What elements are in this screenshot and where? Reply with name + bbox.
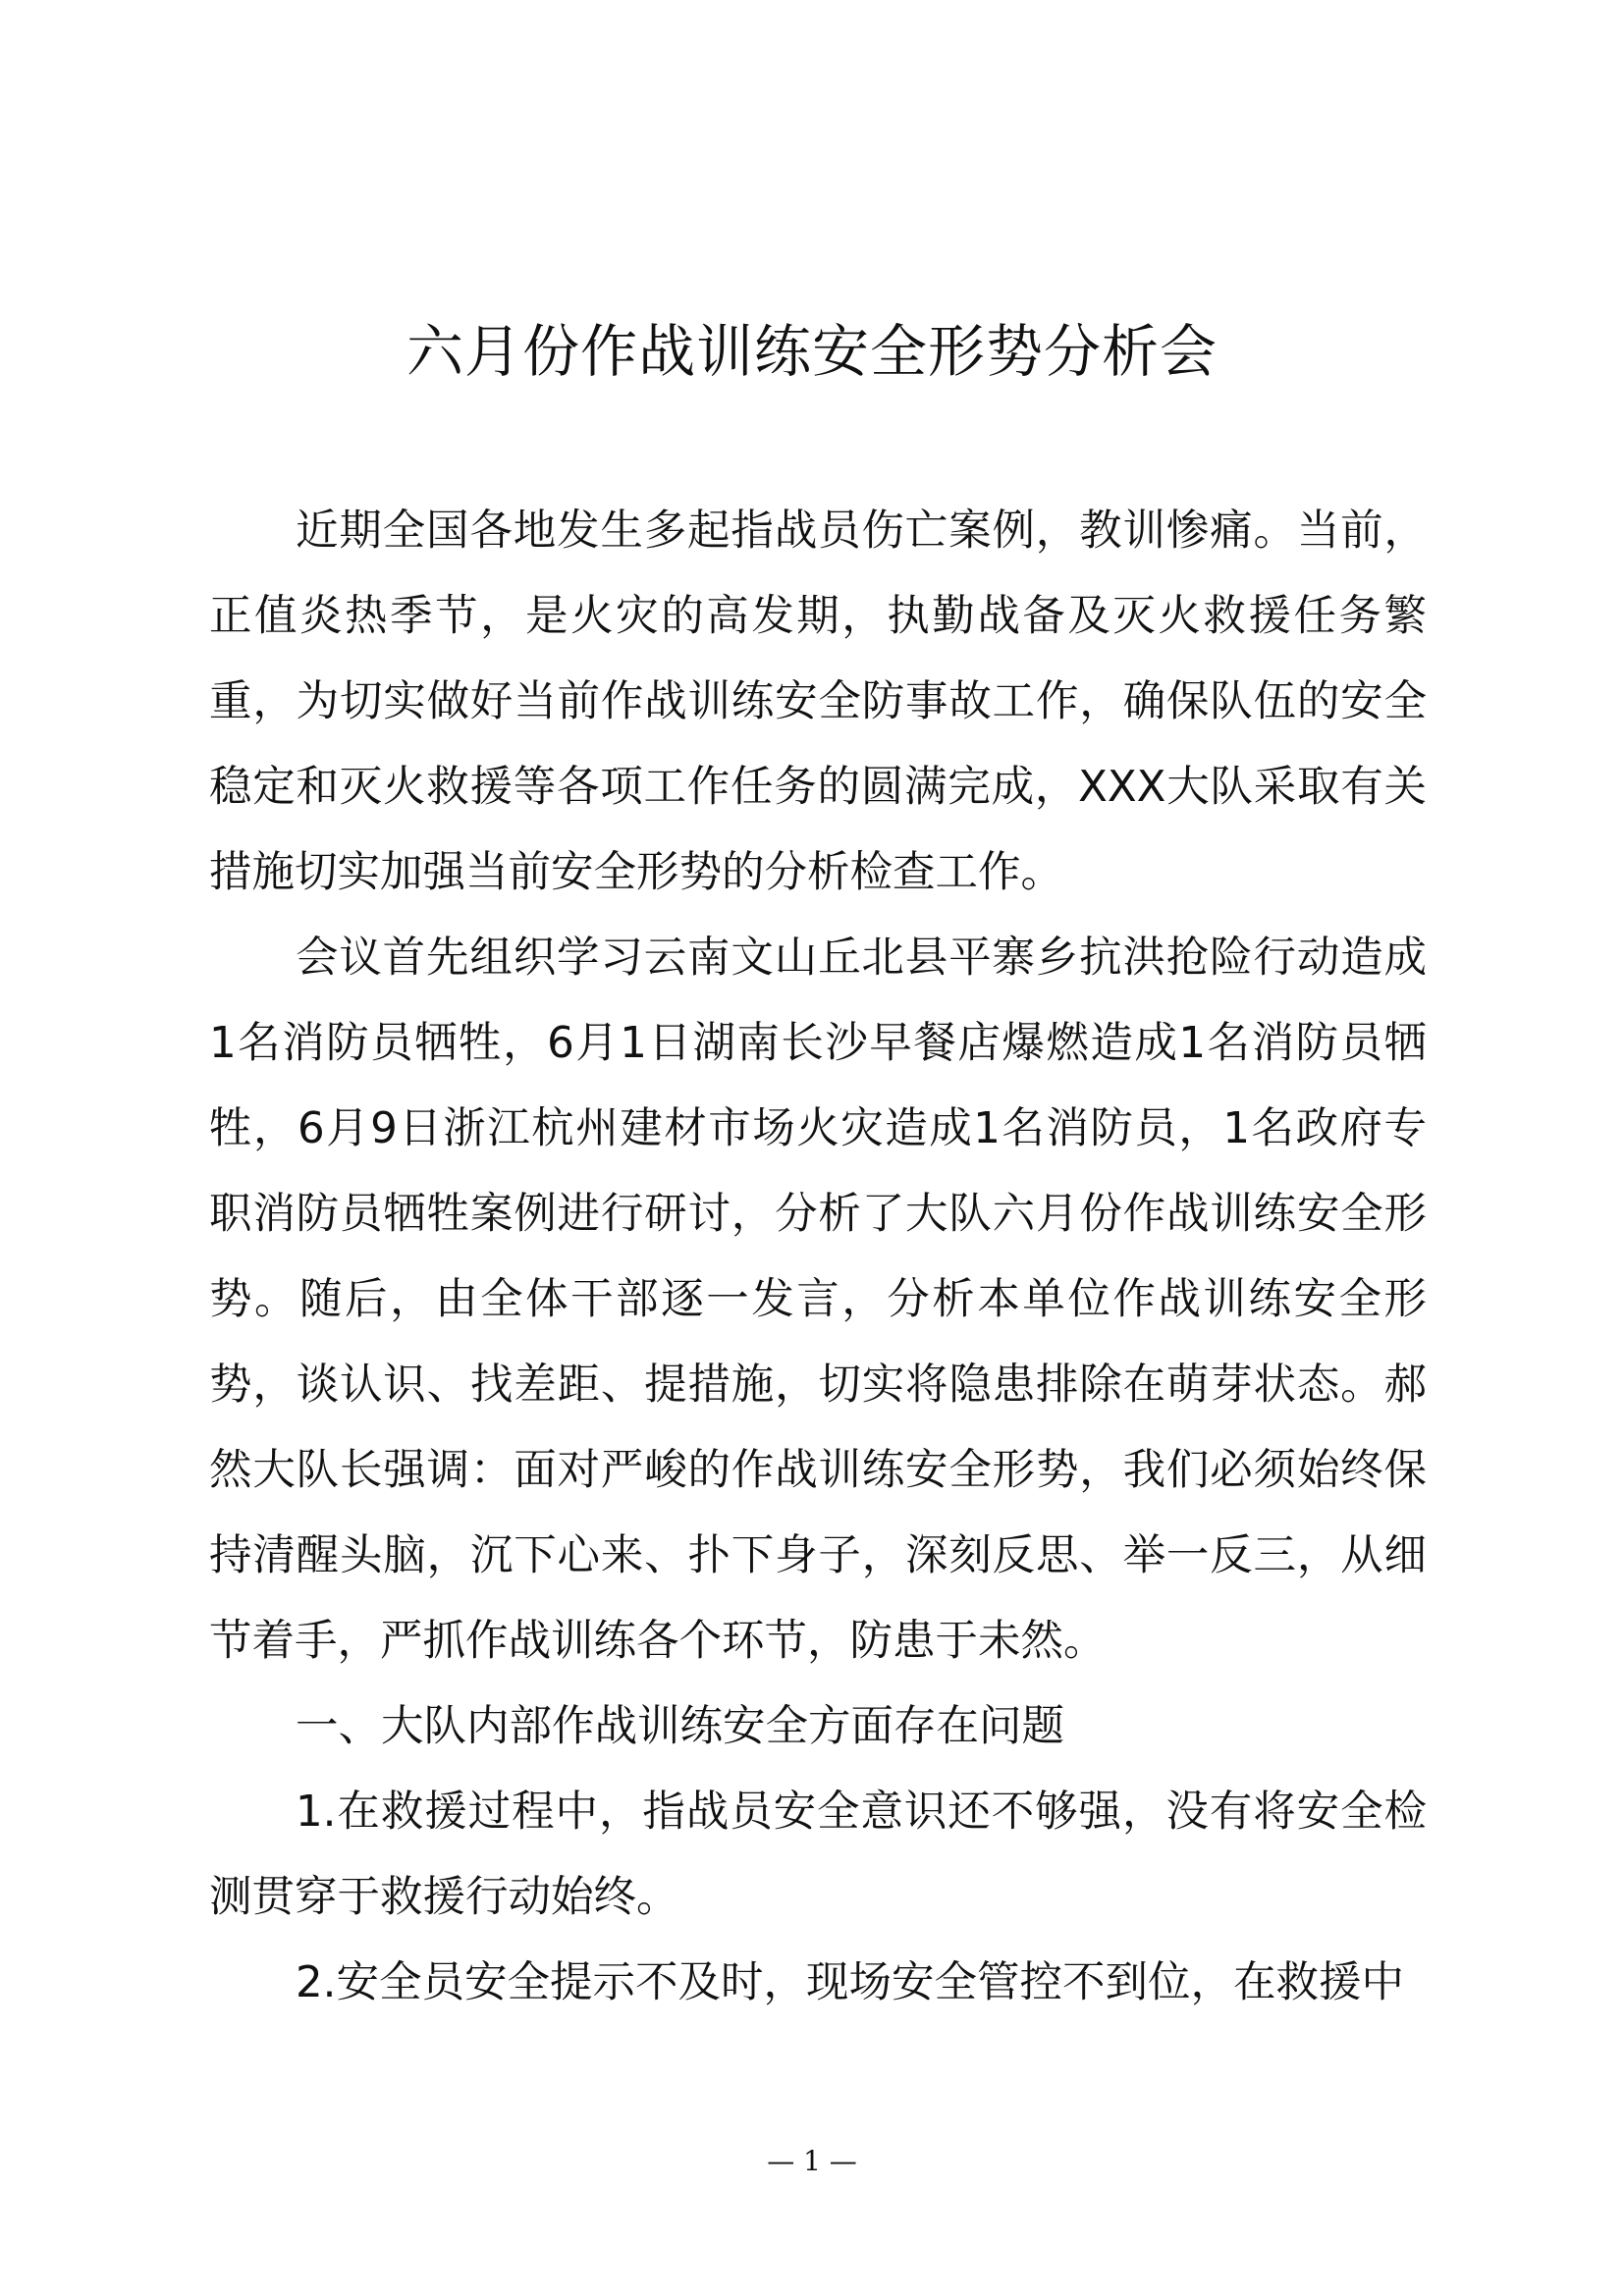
list-item: 2.安全员安全提示不及时，现场安全管控不到位，在救援中 <box>296 1958 1405 2007</box>
section-heading: 一、大队内部作战训练安全方面存在问题 <box>296 1702 1064 1751</box>
list-item: 1.在救援过程中，指战员安全意识还不够强，没有将安全检测贯穿于救援行动始终。 <box>209 1788 1427 1922</box>
page-number: — 1 — <box>767 2145 857 2177</box>
document-body <box>209 489 1427 2026</box>
document-title: 六月份作战训练安全形势分析会 <box>406 318 1218 385</box>
body-paragraph: 近期全国各地发生多起指战员伤亡案例，教训惨痛。当前，正值炎热季节，是火灾的高发期，执勤战备及灭火救援任务繁重，为切实做好当前作战训练安全防事故工作，确保队伍的安全稳定和灭火救援等各项工作任务的圆满完成，XXX大队采取有关措施切实加强当前安全形势的分析检查工作。 <box>209 507 1427 897</box>
body-paragraph: 会议首先组织学习云南文山丘北县平寨乡抗洪抢险行动造成1名消防员牺牲，6月1日湖南长沙早餐店爆燃造成1名消防员牺牲，6月9日浙江杭州建材市场火灾造成1名消防员，1名政府专职消防员牺牲案例进行研讨，分析了大队六月份作战训练安全形势。随后，由全体干部逐一发言，分析本单位作战训练安全形势，谈认识、找差距、提措施，切实将隐患排除在萌芽状态。郝然大队长强调：面对严峻的作战训练安全形势，我们必须始终保持清醒头脑，沉下心来、扑下身子，深刻反思、举一反三，从细节着手，严抓作战训练各个环节，防患于未然。 <box>209 934 1427 1666</box>
